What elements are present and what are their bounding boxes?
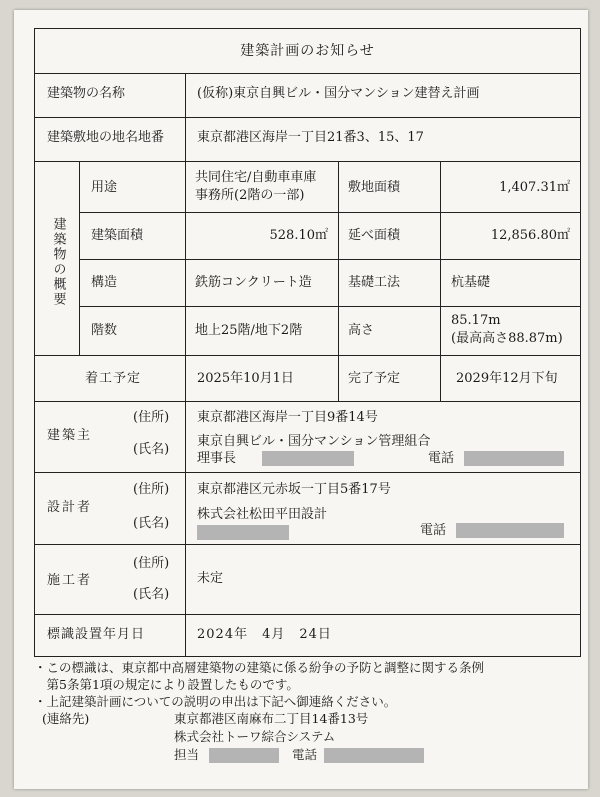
designer-person: [197, 524, 289, 542]
end-label: 完了予定: [348, 371, 401, 386]
designer-address-label: (住所): [133, 482, 170, 497]
contact-person-label: 担当: [174, 746, 200, 762]
height-value-2: (最高高さ88.87m): [451, 331, 563, 346]
note-line-2: 第5条第1項の規定により設置したものです。: [34, 676, 299, 692]
designer-name-label: (氏名): [133, 516, 170, 531]
redacted-block: [324, 748, 424, 763]
notice-board: [34, 28, 581, 657]
use-value-1: 共同住宅/自動車車庫: [195, 170, 317, 185]
owner-label: 建築主: [47, 428, 93, 443]
note-line-1: ・この標識は、東京都中高層建築物の建築に係る紛争の予防と調整に関する条例: [34, 660, 485, 675]
redacted-block: [197, 525, 289, 540]
owner-phone-label: 電話: [428, 451, 455, 466]
floor-area-value: 12,856.80㎡: [490, 228, 570, 243]
foundation-value: 杭基礎: [451, 275, 491, 290]
site-area-value: 1,407.31㎡: [499, 180, 570, 195]
structure-label: 構造: [91, 275, 118, 290]
outline-label: 建築物の概要: [50, 217, 66, 307]
redacted-block: [209, 748, 279, 763]
contact-label: (連絡先): [42, 710, 90, 726]
building-area-value: 528.10㎡: [269, 228, 328, 243]
redacted-block: [456, 523, 564, 538]
contact-phone-label: 電話: [292, 746, 318, 762]
site-area-label: 敷地面積: [348, 180, 401, 195]
notes-section: [34, 660, 581, 765]
owner-address-label: (住所): [133, 410, 170, 425]
owner-rep-label: 理事長: [197, 451, 237, 466]
foundation-label: 基礎工法: [348, 275, 401, 290]
redacted-block: [262, 451, 354, 466]
sign-date-value: 2024年 4月 24日: [197, 627, 332, 642]
sign-date-label: 標識設置年月日: [47, 627, 146, 642]
owner-phone: [428, 450, 564, 468]
floors-value: 地上25階/地下2階: [195, 323, 303, 338]
notice-title: 建築計画のお知らせ: [240, 42, 375, 59]
contractor-label: 施工者: [47, 573, 93, 588]
building-name-value: (仮称)東京自興ビル・国分マンション建替え計画: [197, 86, 480, 101]
floor-area-label: 延べ面積: [348, 228, 401, 243]
floors-label: 階数: [91, 323, 118, 338]
designer-phone-label: 電話: [420, 523, 447, 538]
note-line-3: ・上記建築計画についての説明の申出は下記へ御連絡ください。: [34, 693, 397, 709]
use-value-2: 事務所(2階の一部): [195, 188, 305, 203]
contractor-address-label: (住所): [133, 556, 170, 571]
site-label: 建築敷地の地名地番: [47, 130, 165, 145]
site-value: 東京都港区海岸一丁目21番3、15、17: [197, 130, 424, 145]
designer-address-value: 東京都港区元赤坂一丁目5番17号: [197, 482, 391, 497]
contractor-name-label: (氏名): [133, 587, 170, 602]
redacted-block: [464, 451, 564, 466]
owner-name-label: (氏名): [133, 442, 170, 457]
building-area-label: 建築面積: [91, 228, 144, 243]
contact-address: 東京都港区南麻布二丁目14番13号: [174, 710, 369, 726]
building-name-label: 建築物の名称: [47, 86, 126, 101]
notice-sheet: [14, 10, 588, 789]
contact-company: 株式会社トーワ綜合システム: [174, 728, 336, 744]
owner-representative: [197, 450, 354, 468]
designer-label: 設計者: [47, 500, 93, 515]
height-label: 高さ: [348, 323, 375, 338]
designer-phone: [420, 522, 564, 540]
designer-name-value: 株式会社松田平田設計: [197, 507, 328, 522]
owner-name-value: 東京自興ビル・国分マンション管理組合: [197, 434, 431, 449]
use-label: 用途: [91, 180, 118, 195]
owner-address-value: 東京都港区海岸一丁目9番14号: [197, 410, 378, 425]
end-value: 2029年12月下旬: [456, 371, 558, 386]
start-value: 2025年10月1日: [197, 371, 294, 386]
start-label: 着工予定: [85, 371, 142, 386]
structure-value: 鉄筋コンクリート造: [195, 275, 312, 290]
contractor-value: 未定: [197, 571, 224, 586]
height-value-1: 85.17m: [451, 313, 501, 328]
